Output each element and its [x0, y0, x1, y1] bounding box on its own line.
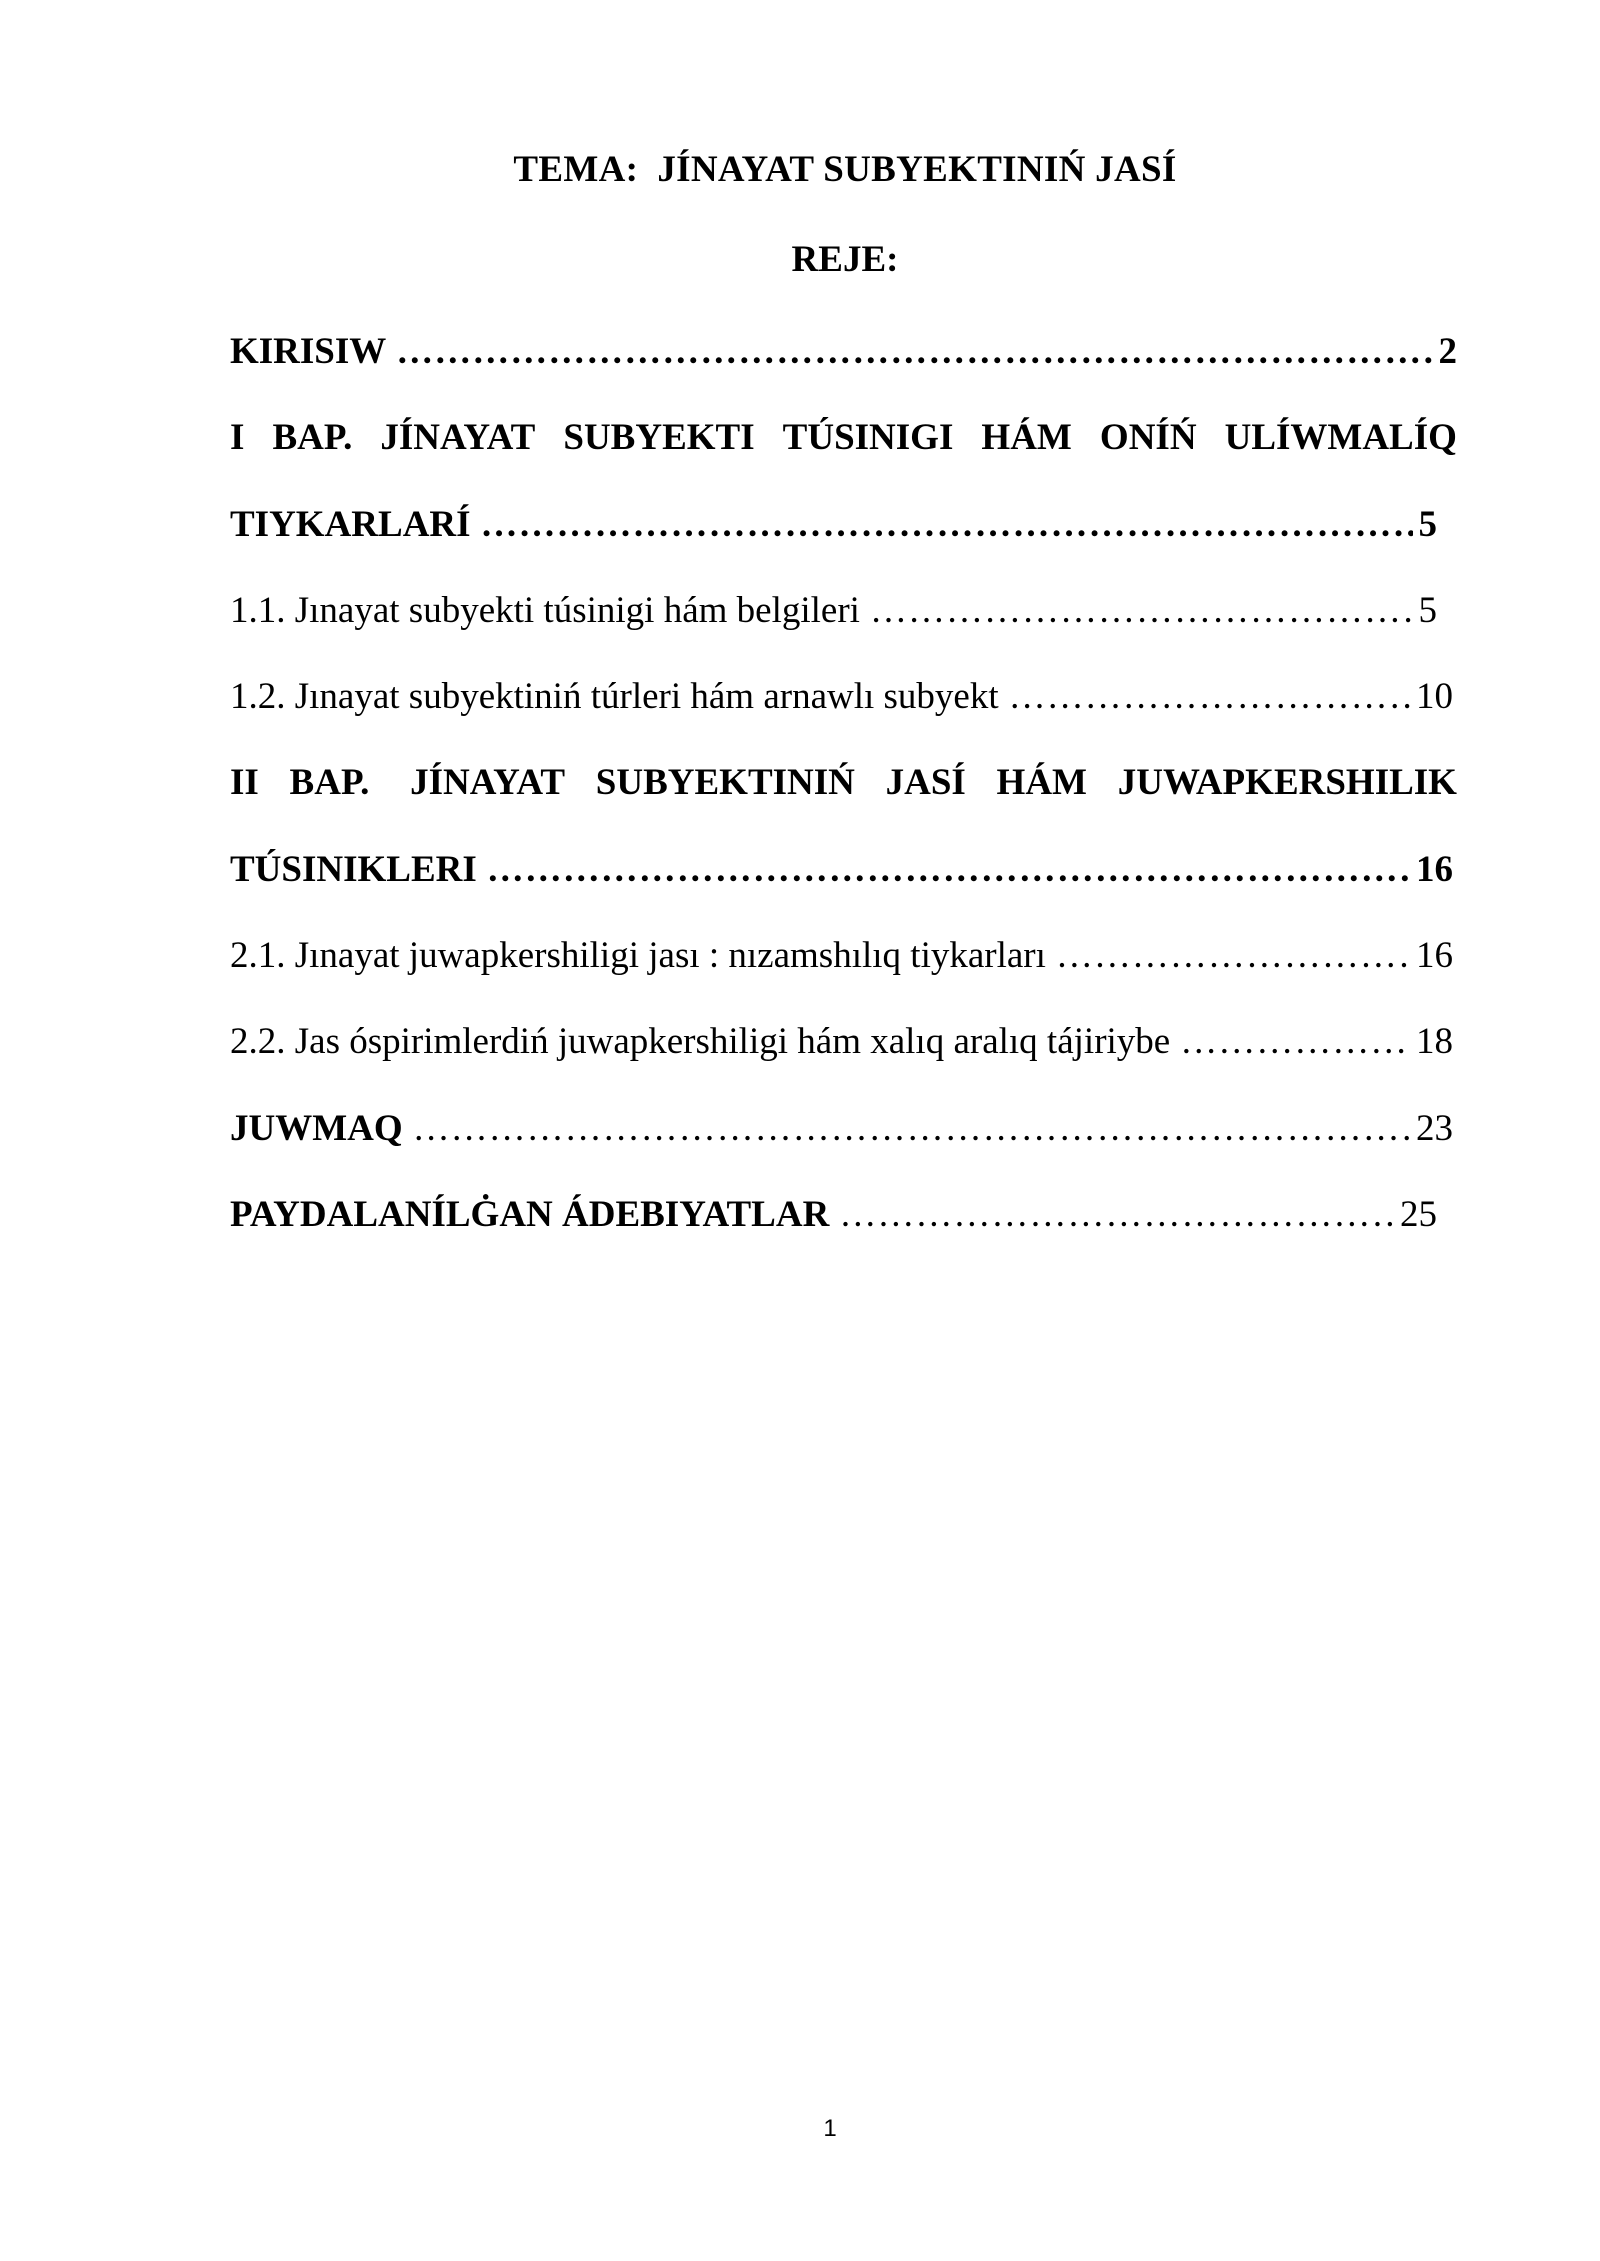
toc-word: JÍNAYAT: [410, 762, 566, 803]
dot-leader: [1009, 675, 1410, 719]
toc-page-number: 5: [1418, 504, 1437, 545]
toc-label: KIRISIW: [230, 331, 387, 372]
toc-page-number: 23: [1416, 1108, 1453, 1149]
toc-word: ULÍWMALÍQ: [1224, 417, 1457, 458]
page-number: 1: [823, 2115, 837, 2142]
toc-entry-adebiyatlar: [230, 1193, 1437, 1237]
toc-label: JUWMAQ: [230, 1108, 403, 1149]
toc-word: BAP.: [289, 762, 370, 803]
toc-entry-bap1-line2: [230, 503, 1437, 547]
toc-label: TIYKARLARÍ: [230, 504, 471, 545]
dot-leader: [1180, 1020, 1410, 1064]
toc-entry-bap2-line2: [230, 848, 1453, 892]
toc-label: 1.2. Jınayat subyektiniń túrleri hám arnawlı subyekt: [230, 676, 999, 717]
toc-entry-2-2: [230, 1020, 1453, 1064]
toc-word: JASÍ: [885, 762, 966, 803]
toc-label: 2.2. Jas óspirimlerdiń juwapkershiligi hám xalıq aralıq tájiriybe: [230, 1021, 1171, 1062]
toc-word: SUBYEKTI: [563, 417, 755, 458]
dot-leader: [396, 330, 1432, 374]
toc-word: ONÍŃ: [1099, 417, 1197, 458]
toc-entry-kirisiw: [230, 330, 1457, 374]
toc-page-number: 16: [1416, 935, 1453, 976]
toc-page-number: 16: [1416, 849, 1453, 890]
dot-leader: [481, 503, 1413, 547]
toc-word: HÁM: [996, 762, 1087, 803]
toc-label: 1.1. Jınayat subyekti túsinigi hám belgileri: [230, 590, 860, 631]
toc-entry-bap2-line1: [230, 761, 1457, 805]
toc-word: SUBYEKTINIŃ: [595, 762, 855, 803]
toc-entry-bap1-line1: [230, 416, 1457, 460]
dot-leader: [1056, 934, 1410, 978]
toc-page-number: 18: [1416, 1021, 1453, 1062]
dot-leader: [870, 589, 1413, 633]
toc-word: JUWAPKERSHILIK: [1117, 762, 1457, 803]
toc-entry-1-2: [230, 675, 1453, 719]
document-title: TEMA: JÍNAYAT SUBYEKTINIŃ JASÍ: [513, 149, 1177, 190]
toc-word: HÁM: [981, 417, 1072, 458]
toc-word: BAP.: [272, 417, 353, 458]
toc-word: TÚSINIGI: [782, 417, 954, 458]
toc-entry-juwmaq: [230, 1107, 1453, 1151]
toc-entry-2-1: [230, 934, 1453, 978]
dot-leader: [487, 848, 1410, 892]
toc-word: JÍNAYAT: [380, 417, 536, 458]
toc-label: 2.1. Jınayat juwapkershiligi jası : nızamshılıq tiykarları: [230, 935, 1046, 976]
toc-label: PAYDALANÍLĠAN ÁDEBIYATLAR: [230, 1194, 830, 1235]
dot-leader: [413, 1107, 1410, 1151]
dot-leader: [839, 1193, 1394, 1237]
toc-page-number: 10: [1416, 676, 1453, 717]
toc-page-number: 5: [1418, 590, 1437, 631]
toc-page-number: 2: [1438, 331, 1457, 372]
document-subtitle: REJE:: [791, 239, 899, 280]
toc-label: TÚSINIKLERI: [230, 849, 477, 890]
toc-word: I: [230, 417, 245, 458]
toc-entry-1-1: [230, 589, 1437, 633]
toc-page-number: 25: [1400, 1194, 1437, 1235]
toc-word: II: [230, 762, 259, 803]
